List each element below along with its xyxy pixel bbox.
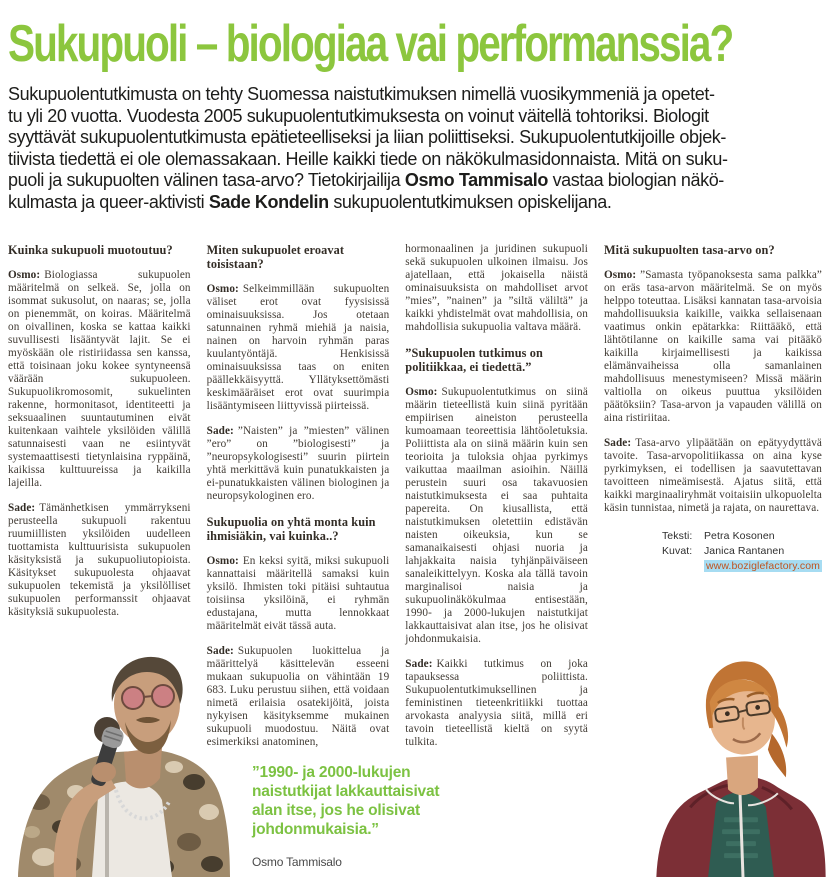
qa-paragraph: [207, 555, 390, 633]
qa-paragraph: [8, 502, 191, 619]
qa-text: ”Samasta työpanoksesta sama palkka” on eräs tasa-arvon määritelmä. Se on myös helppo toteuttaa. Lisäksi kannatan tasa-arvoisia mahdollisuuksia kaikille, vaikka sellaisenaan vaatimus onkin epätarkka: Riittääkö, että lähtötilanne on kaikille sama vai pitääkö kaikilla kirjaimellisesti ja kaikissa elämänvaiheissa olla samanlainen mahdollisuus menestymiseen? Missä määrin valtiolla on oikeus puuttua yksilöiden päätöksiin? Tasa-arvon ja vapauden välillä on aina ristiriitaa.: [603, 269, 822, 424]
speaker-label: Sade:: [206, 425, 234, 437]
website-link[interactable]: www.boziglefactory.com: [705, 560, 820, 572]
intro-text: vastaa biologian näkö-: [547, 170, 724, 190]
intro-line: [8, 127, 828, 149]
qa-paragraph: [604, 437, 822, 515]
credit-author: Petra Kosonen: [703, 530, 775, 542]
photo-osmo-tammisalo: [4, 642, 234, 877]
pull-quote-attribution: Osmo Tammisalo: [252, 855, 342, 869]
qa-text: ”Naisten” ja ”miesten” välinen ”ero” on ”biologisesti” ja ”neuropsykologisesti” suurin piirtein yhtä merkittävä kuin punatukkaisten ja ei-punatukkaisten välinen biologinen ja neuropsykologinen ero.: [206, 425, 390, 502]
person-name-osmo: Osmo Tammisalo: [404, 170, 548, 190]
speaker-label: Osmo:: [405, 386, 438, 398]
intro-line: [8, 149, 828, 171]
speaker-label: Osmo:: [603, 269, 637, 281]
qa-text: Sukupuolen luokittelua ja määrittelyä käsittelevän esseeni mukaan sukupuolia on vähintään 19 683. Luku perustuu siihen, että voidaan nimetä erilaisia osatekijöitä, joista nykyisen käsityksemme mukainen sukupuoli muodostuu. Näitä ovat esimerkiksi anatominen,: [206, 645, 390, 748]
intro-paragraph: [8, 84, 828, 213]
speaker-label: Sade:: [8, 502, 36, 514]
qa-paragraph: [207, 425, 390, 503]
intro-text: kulmasta ja queer-aktivisti: [8, 191, 209, 212]
qa-paragraph: [604, 269, 822, 425]
pull-quote-text: ”1990- ja 2000-lukujen naistutkijat lakkauttaisivat alan itse, jos he olisivat johdonmukaisia.”: [252, 764, 440, 838]
intro-line: [8, 170, 828, 192]
person-name-sade: Sade Kondelin: [208, 191, 329, 212]
qa-text: Biologiassa sukupuolen määritelmä on selkeä. Se, jolla on isommat sukusolut, on naaras; se, jolla on pienemmät, on koiras. Määritelmä on oivallinen, koska se kattaa kaikki suvullisesti lisääntyvät lajit. Se ei myöskään ole ristiriidassa sen kanssa, että toisinaan joku kokee syntyneensä väärään sukupuoleen. Sukupuolikromosomit, sukuelinten rakenne, hormonitasot, identiteetti ja seksuaalinen suuntautuminen eivät kuitenkaan vaihtele yksilöiden välillä satunnaisesti vaan ne esiintyvät systemaattisesti tietynlaisina ryppäinä, kaikissa kulttuureissa ja kaikilla lajeilla.: [8, 269, 191, 489]
qa-text: Kaikki tutkimus on joka tapauksessa poliittista. Sukupuolentutkimuksellinen ja feministinen tieteenkritiikki tuottaa arvokasta analyysia siitä, millä eri tavoin tieteellistä kieltä on syytä tulkita.: [405, 658, 588, 748]
intro-line: [8, 106, 828, 128]
intro-text: Sukupuolentutkimusta on tehty Suomessa naistutkimuksen nimellä vuosikymmeniä ja opetet-: [8, 84, 715, 104]
intro-text: tiivista tiedettä ei ole olemassakaan. Heille kaikki tiede on näkökulmasidonnaista. Mitä on suku-: [8, 148, 728, 169]
speaker-label: Osmo:: [206, 555, 239, 567]
osmo-portrait-illustration: [4, 642, 234, 877]
qa-text: Tasa-arvo ylipäätään on epätyydyttävä tavoite. Tasa-arvopolitiikassa on aina kyse pyrkimyksen, ei todellisen ja saavutettavan tavoitteen nimeämisestä. Ajatus siitä, että kaikki marginaaliryhmät voitaisiin ulkopuolelta käsin tunnistaa, nimetä ja rajata, on naurettava.: [603, 437, 822, 514]
photo-sade-kondelin: [650, 638, 832, 877]
question-heading: Kuinka sukupuoli muotoutuu?: [8, 243, 173, 257]
intro-text: sukupuolentutkimuksen opiskelijana.: [328, 191, 612, 212]
speaker-label: Osmo:: [8, 269, 41, 281]
credit-label-photos: Kuvat:: [661, 545, 693, 557]
speaker-label: Sade:: [405, 658, 433, 670]
qa-text: En keksi syitä, miksi sukupuoli kannattaisi määritellä samaksi kuin yksilö. Ihmisten toki pitäisi suhtautua toisiinsa yksilöinä, ei ryhmän edustajana, mutta lennokkaat määritelmät eivät tässä auta.: [206, 555, 390, 632]
question-heading: ”Sukupuolen tutkimus on politiikkaa, ei tiedettä.”: [405, 346, 543, 374]
continuation-paragraph: [405, 243, 588, 334]
question-heading: Mitä sukupuolten tasa-arvo on?: [603, 243, 775, 257]
sade-portrait-illustration: [650, 638, 832, 877]
intro-line: [8, 192, 828, 214]
intro-text: syyttävät sukupuolentutkimusta epätieteelliseksi ja liian poliittiseksi. Sukupuolentutkijoille objek-: [8, 127, 726, 147]
qa-paragraph: [207, 645, 390, 749]
column-2: [207, 243, 390, 761]
speaker-label: Sade:: [206, 645, 234, 657]
qa-paragraph: [405, 386, 588, 646]
page-title: Sukupuoli – biologiaa vai performanssia?: [8, 15, 733, 73]
credit-row: [704, 559, 822, 574]
credit-photographer: Janica Rantanen: [703, 545, 785, 557]
qa-paragraph: [207, 283, 390, 413]
qa-text: hormonaalinen ja juridinen sukupuoli sekä sukupuolen ulkoinen ilmaisu. Jos ajatellaan, että jokaisella näistä ominaisuuksista on mahdolliset arvot ”mies”, ”nainen” ja ”siltä väliltä” ja kaikki yhdistelmät ovat mahdollisia, on mahdollisia sukupuolia valtava määrä.: [405, 243, 588, 333]
credit-row: [604, 544, 822, 559]
pull-quote: [252, 763, 464, 872]
credit-row: [604, 529, 822, 544]
credit-label-text: Teksti:: [661, 530, 693, 542]
question-heading: Miten sukupuolet eroavat toisistaan?: [206, 243, 345, 271]
intro-text: tu yli 20 vuotta. Vuodesta 2005 sukupuolentutkimuksesta on voinut väitellä tohtoriksi. Biologit: [8, 105, 709, 126]
qa-text: Tämänhetkisen ymmärrykseni perusteella sukupuoli rakentuu ruumiillisten yksilöiden uudelleen tuottamista kulttuurisista sukupuolen käsityksistä ja sukupuoliutopioista. Käsitykset sukupuolesta ohjaavat sukupuolen tekemistä ja yksilölliset sukupuolen performanssit ohjaavat käsityksiä sukupuolesta.: [8, 502, 191, 618]
qa-paragraph: [405, 658, 588, 749]
question-heading: Sukupuolia on yhtä monta kuin ihmisiäkin, vai kuinka..?: [206, 515, 376, 543]
qa-paragraph: [8, 269, 191, 490]
column-3: [405, 243, 588, 761]
qa-text: Selkeimmillään sukupuolten väliset erot ovat fyysisissä ominaisuuksissa. Jos otetaan satunnainen ryhmä miehiä ja naisia, nainen on harvoin ryhmän paras kuulantyöntäjä. Henkisissä ominaisuuksissa taas on eniten päällekkäisyyttä. Yllätyksettömästi keskimääräiset erot ovat suurimpia lisääntymiseen liittyvissä piirteissä.: [206, 283, 390, 412]
speaker-label: Sade:: [603, 437, 632, 449]
speaker-label: Osmo:: [206, 283, 239, 295]
qa-text: Sukupuolentutkimus on siinä määrin tieteellistä kuin siinä pyritään empiirisen aineiston perusteella kumoamaan teoreettisia lähtöoletuksia. Poliittista ala on siinä määrin kuin sen teorioita ja tuloksia ohjaa pyrkimys vaikuttaa maailman asioihin. Näillä perustein suuri osa takavuosien naistutkimuksesta ei saa puhtaita papereita. On kiusallista, että naistutkimuksen oletettiin edistävän naisten oikeuksia, kun se samanaikaisesti ohjasi nuoria ja lahjakkaita naisia tyhjänpäiväiseen sanaleikittelyyn. Koska ala tällä tavoin marginalisoi naisia ja sukupuolinäkökulmaa entisestään, 1990- ja 2000-lukujen naistutkijat lakkauttaisivat alan itse, jos he olisivat johdonmukaisia.: [405, 386, 588, 645]
intro-line: [8, 84, 828, 106]
credits-block: [604, 529, 822, 574]
intro-text: puoli ja sukupuolten välinen tasa-arvo? Tietokirjailija: [8, 170, 405, 190]
